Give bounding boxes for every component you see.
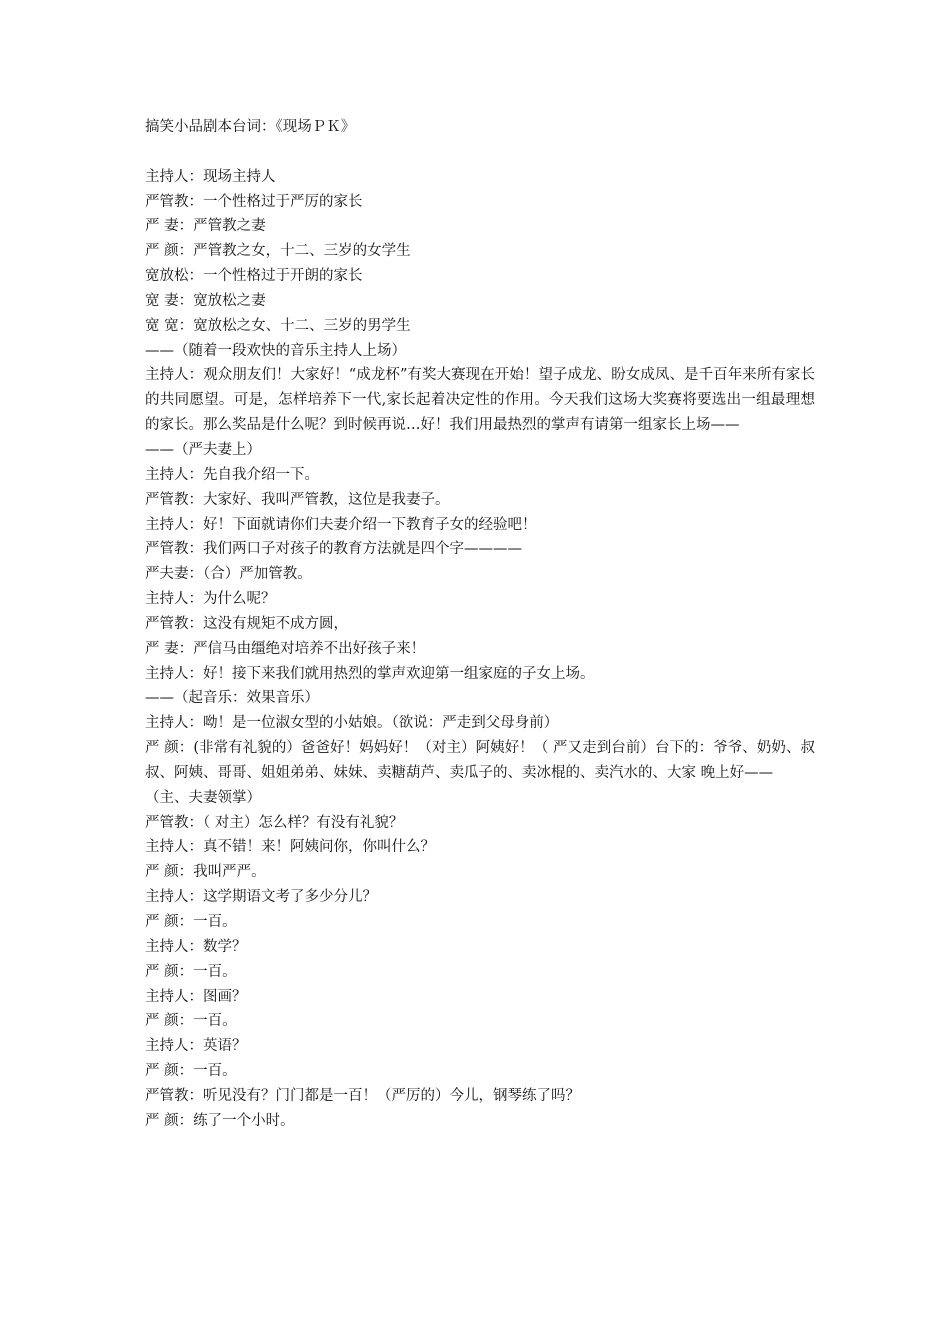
script-paragraph: 严 颜：(非常有礼貌的）爸爸好！妈妈好！（对主）阿姨好！（ 严又走到台前）台下的：爷爷、奶奶、叔叔、阿姨、哥哥、姐姐弟弟、妹妹、卖糖葫芦、卖瓜子的、卖冰棍的、卖汽水的、大家 晚上好—— [145, 740, 815, 781]
script-line: 严管教：一个性格过于严厉的家长 [145, 193, 363, 210]
script-line: 主持人：图画？ [145, 988, 247, 1005]
script-line: 主持人：这学期语文考了多少分儿？ [145, 889, 377, 906]
script-line: 严 颜：一百。 [145, 963, 237, 980]
stage-direction: ——（随着一段欢快的音乐主持人上场） [145, 342, 406, 359]
script-line: 严 颜：一百。 [145, 914, 237, 930]
script-line: 严管教：这没有规矩不成方圆， [145, 615, 348, 632]
script-line: 严管教：大家好、我叫严管教，这位是我妻子。 [145, 491, 450, 508]
script-line: 严 颜：一百。 [145, 1063, 237, 1080]
script-line: 主持人：先自我介绍一下。 [145, 466, 319, 483]
script-line: 宽 宽：宽放松之女、十二、三岁的男学生 [145, 317, 411, 334]
script-line: 严管教：（ 对主）怎么样？有没有礼貌？ [145, 814, 404, 831]
script-line: 严 颜：严管教之女，十二、三岁的女学生 [145, 243, 411, 260]
document-page [145, 115, 815, 1134]
stage-direction: ——（严夫妻上） [145, 441, 261, 458]
script-line: 严 颜：练了一个小时。 [145, 1112, 295, 1129]
stage-direction: ——（起音乐：效果音乐） [145, 690, 319, 707]
script-line: 宽放松：一个性格过于开朗的家长 [145, 268, 363, 285]
script-line: 严管教：我们两口子对孩子的教育方法就是四个字———— [145, 541, 522, 558]
stage-direction: （主、夫妻领掌） [145, 789, 261, 806]
script-line: 严 颜：我叫严严。 [145, 864, 266, 881]
script-line: 主持人：好！下面就请你们夫妻介绍一下教育子女的经验吧！ [145, 516, 537, 533]
script-line: 主持人：呦！是一位淑女型的小姑娘。（欲说：严走到父母身前） [145, 715, 559, 732]
script-line: 主持人：数学？ [145, 938, 247, 955]
script-paragraph: 主持人：观众朋友们！大家好！“成龙杯”有奖大赛现在开始！望子成龙、盼女成凤、是千百年来所有家长的共同愿望。可是，怎样培养下一代,家长起着决定性的作用。今天我们这场大奖赛将要选出一组最理想的家长。那么奖品是什么呢？到时候再说…好！我们用最热烈的掌声有请第一组家长上场—— [145, 367, 815, 434]
script-line: 主持人：好！接下来我们就用热烈的掌声欢迎第一组家庭的子女上场。 [145, 665, 595, 682]
document-title: 搞笑小品剧本台词：《现场ＰＫ》 [145, 119, 356, 135]
script-line: 主持人：真不错！来！阿姨问你，你叫什么？ [145, 839, 435, 856]
script-line: 严 颜：一百。 [145, 1013, 237, 1030]
script-line: 严 妻：严信马由缰绝对培养不出好孩子来！ [145, 640, 426, 657]
script-line: 严夫妻：（合）严加管教。 [145, 566, 312, 583]
script-line: 主持人：英语？ [145, 1038, 247, 1055]
script-line: 主持人：现场主持人 [145, 168, 276, 185]
script-line: 宽 妻：宽放松之妻 [145, 292, 266, 309]
script-line: 严 妻：严管教之妻 [145, 218, 266, 235]
script-line: 主持人：为什么呢？ [145, 591, 276, 608]
script-line: 严管教：听见没有？门门都是一百！（严厉的）今儿，钢琴练了吗？ [145, 1087, 580, 1104]
